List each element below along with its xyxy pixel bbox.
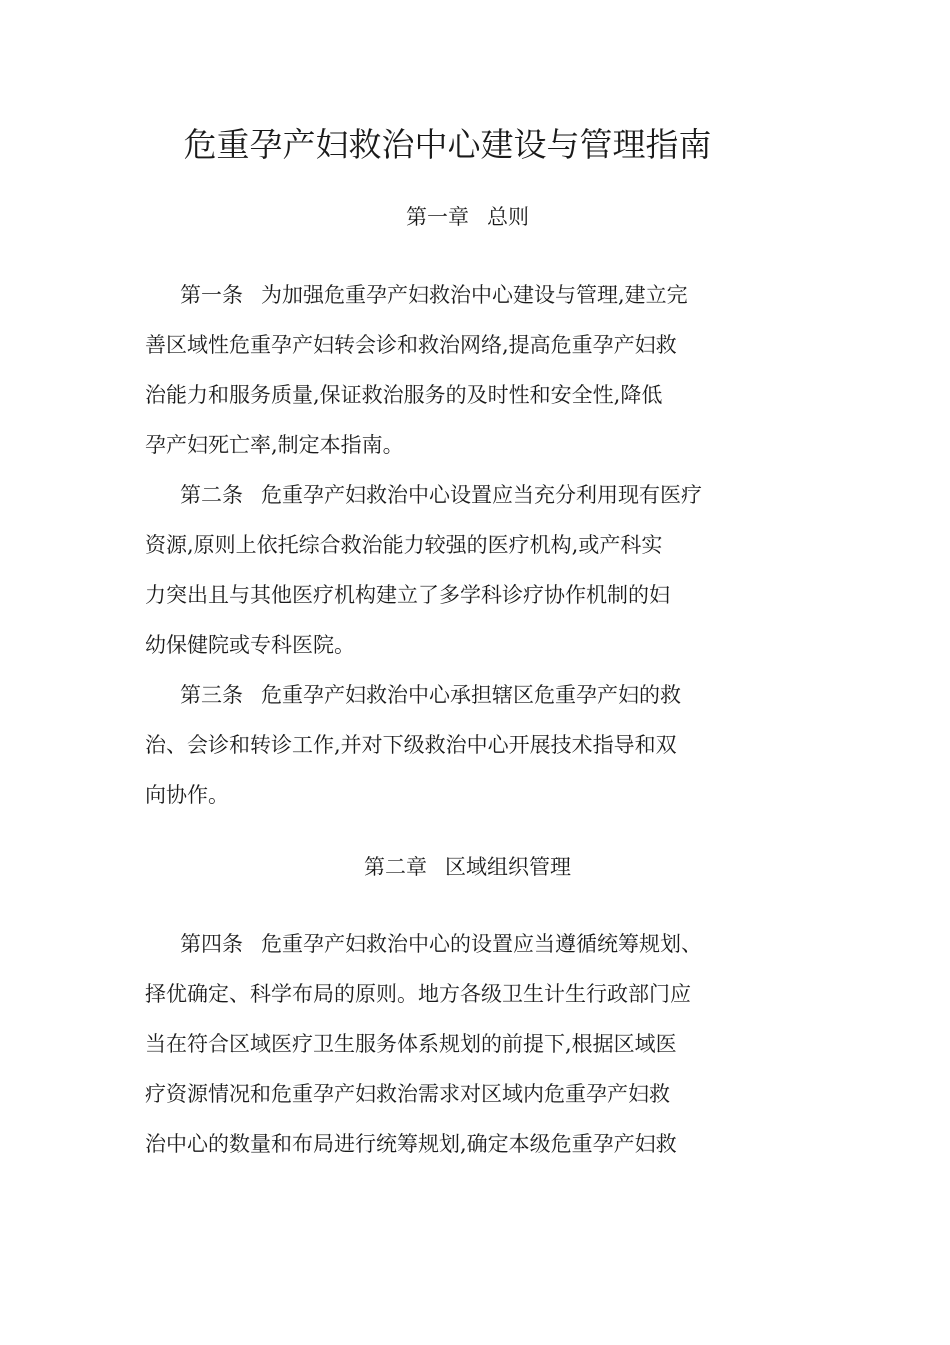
chapter-number: 第一章 xyxy=(406,205,469,229)
article-1-line-1 xyxy=(180,278,688,312)
article-text: 为加强危重孕产妇救治中心建设与管理,建立完 xyxy=(261,283,688,307)
article-4-line-1 xyxy=(180,927,702,961)
article-1-line-3: 治能力和服务质量,保证救治服务的及时性和安全性,降低 xyxy=(145,383,663,407)
article-1-line-2: 善区域性危重孕产妇转会诊和救治网络,提高危重孕产妇救 xyxy=(145,333,677,357)
article-4-line-4: 疗资源情况和危重孕产妇救治需求对区域内危重孕产妇救 xyxy=(145,1082,670,1106)
article-label: 第四条 xyxy=(180,932,243,956)
article-2-line-2: 资源,原则上依托综合救治能力较强的医疗机构,或产科实 xyxy=(145,533,663,557)
article-4-line-3: 当在符合区域医疗卫生服务体系规划的前提下,根据区域医 xyxy=(145,1032,677,1056)
chapter-heading-1 xyxy=(0,200,935,234)
article-2-line-1 xyxy=(180,478,702,512)
article-4-line-2: 择优确定、科学布局的原则。地方各级卫生计生行政部门应 xyxy=(145,982,691,1006)
article-text: 危重孕产妇救治中心设置应当充分利用现有医疗 xyxy=(261,483,702,507)
article-1-line-4: 孕产妇死亡率,制定本指南。 xyxy=(145,433,404,457)
article-label: 第三条 xyxy=(180,683,243,707)
article-text: 危重孕产妇救治中心承担辖区危重孕产妇的救 xyxy=(261,683,681,707)
chapter-name: 总则 xyxy=(487,205,529,229)
article-3-line-3: 向协作。 xyxy=(145,783,229,807)
article-text: 危重孕产妇救治中心的设置应当遵循统筹规划、 xyxy=(261,932,702,956)
chapter-number: 第二章 xyxy=(364,855,427,879)
article-4-line-5: 治中心的数量和布局进行统筹规划,确定本级危重孕产妇救 xyxy=(145,1132,677,1156)
article-2-line-4: 幼保健院或专科医院。 xyxy=(145,633,355,657)
chapter-name: 区域组织管理 xyxy=(445,855,571,879)
article-label: 第一条 xyxy=(180,283,243,307)
article-3-line-2: 治、会诊和转诊工作,并对下级救治中心开展技术指导和双 xyxy=(145,733,677,757)
article-label: 第二条 xyxy=(180,483,243,507)
chapter-heading-2 xyxy=(0,850,935,884)
article-2-line-3: 力突出且与其他医疗机构建立了多学科诊疗协作机制的妇 xyxy=(145,583,670,607)
article-3-line-1 xyxy=(180,678,681,712)
document-title: 危重孕产妇救治中心建设与管理指南 xyxy=(183,125,712,164)
